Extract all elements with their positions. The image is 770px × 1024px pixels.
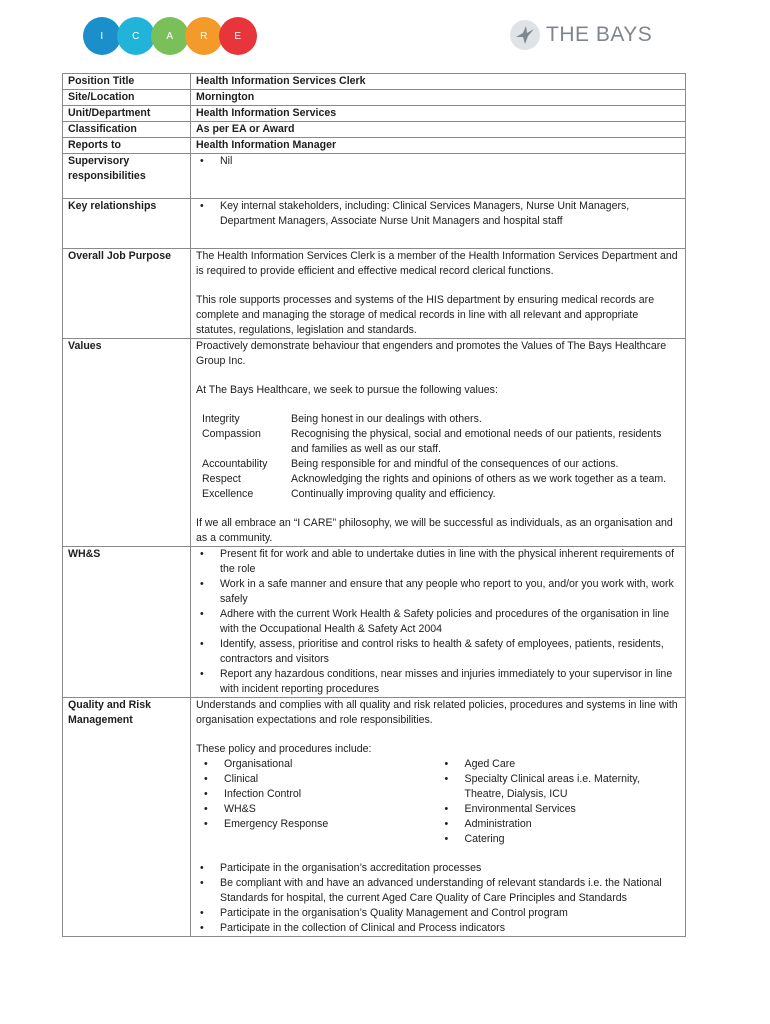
- list-item: • Aged Care: [465, 757, 682, 772]
- label-quality: Quality and Risk Management: [63, 698, 191, 937]
- row-values: [63, 339, 686, 547]
- row-quality: [63, 698, 686, 937]
- row-reports-to: [63, 138, 686, 154]
- value-compassion: [202, 427, 681, 457]
- value-desc: Being responsible for and mindful of the consequences of our actions.: [291, 458, 619, 470]
- quality-paragraph-1: Understands and complies with all quality and risk related policies, procedures and systems in line with organisation expectations and role responsibilities.: [196, 699, 678, 726]
- values-paragraph-2: At The Bays Healthcare, we seek to pursue the following values:: [196, 384, 498, 396]
- row-key-relationships: [63, 199, 686, 249]
- row-unit: [63, 106, 686, 122]
- label-whs: WH&S: [63, 547, 191, 698]
- list-item: • Environmental Services: [465, 802, 682, 817]
- list-item: • Administration: [465, 817, 682, 832]
- label-supervisory: Supervisory responsibilities: [63, 154, 191, 199]
- icare-circle-e: E: [219, 17, 257, 55]
- policy-list-2: [441, 757, 682, 847]
- icare-circle-a: A: [151, 17, 189, 55]
- value-classification: As per EA or Award: [191, 122, 686, 138]
- value-reports-to: Health Information Manager: [191, 138, 686, 154]
- value-accountability: [202, 457, 681, 472]
- purpose-paragraph-1: The Health Information Services Clerk is a member of the Health Information Services Department and is required to provide efficient and effective medical record clerical functions.: [196, 250, 678, 277]
- page-header: [0, 0, 770, 70]
- value-position-title: Health Information Services Clerk: [191, 74, 686, 90]
- quality-paragraph-2: These policy and procedures include:: [196, 743, 372, 755]
- list-item: • Participate in the organisation’s accreditation processes: [220, 861, 681, 876]
- row-classification: [63, 122, 686, 138]
- bird-icon: [510, 20, 540, 50]
- label-site: Site/Location: [63, 90, 191, 106]
- row-position-title: [63, 74, 686, 90]
- list-item: • Organisational: [224, 757, 441, 772]
- value-desc: Acknowledging the rights and opinions of others as we work together as a team.: [291, 473, 667, 485]
- label-values: Values: [63, 339, 191, 547]
- row-site: [63, 90, 686, 106]
- list-item: • Infection Control: [224, 787, 441, 802]
- whs-list: [196, 547, 681, 697]
- list-item: • Clinical: [224, 772, 441, 787]
- list-item: • Be compliant with and have an advanced understanding of relevant standards i.e. the National Standards for hospital, the current Aged Care Quality of Care Principles and Standards: [220, 876, 681, 906]
- values-list: [202, 412, 681, 502]
- list-item: • Key internal stakeholders, including: Clinical Services Managers, Nurse Unit Managers, Department Managers, Associate Nurse Unit Managers and hospital staff: [220, 199, 681, 229]
- brand-name: THE BAYS: [546, 23, 653, 46]
- value-name: Compassion: [202, 428, 261, 440]
- purpose-paragraph-2: This role supports processes and systems of the HIS department by ensuring medical records are complete and managing the storage of medical records in line with all relevant and appropriate statutes, regulations, legislation and standards.: [196, 294, 655, 336]
- policy-columns: [196, 757, 681, 847]
- value-excellence: [202, 487, 681, 502]
- value-desc: Being honest in our dealings with others.: [291, 413, 482, 425]
- value-respect: [202, 472, 681, 487]
- row-overall-purpose: [63, 249, 686, 339]
- label-classification: Classification: [63, 122, 191, 138]
- list-item: • Participate in the organisation’s Quality Management and Control program: [220, 906, 681, 921]
- list-item: • WH&S: [224, 802, 441, 817]
- policy-list-1: [196, 757, 441, 847]
- value-name: Excellence: [202, 488, 254, 500]
- value-name: Integrity: [202, 413, 240, 425]
- list-item: • Report any hazardous conditions, near misses and injuries immediately to your supervisor in line with incident reporting procedures: [220, 667, 681, 697]
- value-name: Accountability: [202, 458, 268, 470]
- list-item: • Participate in the collection of Clinical and Process indicators: [220, 921, 681, 936]
- list-item: • Nil: [220, 154, 681, 169]
- list-item: • Specialty Clinical areas i.e. Maternity, Theatre, Dialysis, ICU: [465, 772, 682, 802]
- values-paragraph-1: Proactively demonstrate behaviour that engenders and promotes the Values of The Bays Healthcare Group Inc.: [196, 340, 667, 367]
- icare-circle-r: R: [185, 17, 223, 55]
- list-item: • Adhere with the current Work Health & Safety policies and procedures of the organisation in line with the Occupational Health & Safety Act 2004: [220, 607, 681, 637]
- list-item: • Present fit for work and able to undertake duties in line with the physical inherent requirements of the role: [220, 547, 681, 577]
- icare-circle-c: C: [117, 17, 155, 55]
- label-reports-to: Reports to: [63, 138, 191, 154]
- the-bays-logo: [510, 20, 652, 50]
- value-unit: Health Information Services: [191, 106, 686, 122]
- list-item: • Catering: [465, 832, 682, 847]
- label-key-relationships: Key relationships: [63, 199, 191, 249]
- values-paragraph-3: If we all embrace an “I CARE” philosophy, we will be successful as individuals, as an organisation and as a community.: [196, 517, 673, 544]
- position-description-table: [62, 73, 686, 937]
- value-site: Mornington: [191, 90, 686, 106]
- row-supervisory: [63, 154, 686, 199]
- value-desc: Continually improving quality and efficiency.: [291, 488, 496, 500]
- label-position-title: Position Title: [63, 74, 191, 90]
- quality-list: [196, 861, 681, 936]
- label-unit: Unit/Department: [63, 106, 191, 122]
- value-integrity: [202, 412, 681, 427]
- list-item: • Identify, assess, prioritise and control risks to health & safety of employees, patients, residents, contractors and visitors: [220, 637, 681, 667]
- row-whs: [63, 547, 686, 698]
- list-item: • Work in a safe manner and ensure that any people who report to you, and/or you work with, work safely: [220, 577, 681, 607]
- list-item: • Emergency Response: [224, 817, 441, 832]
- label-overall-purpose: Overall Job Purpose: [63, 249, 191, 339]
- icare-circle-i: I: [83, 17, 121, 55]
- value-name: Respect: [202, 473, 241, 485]
- value-desc: Recognising the physical, social and emotional needs of our patients, residents and families as well as our staff.: [291, 428, 662, 455]
